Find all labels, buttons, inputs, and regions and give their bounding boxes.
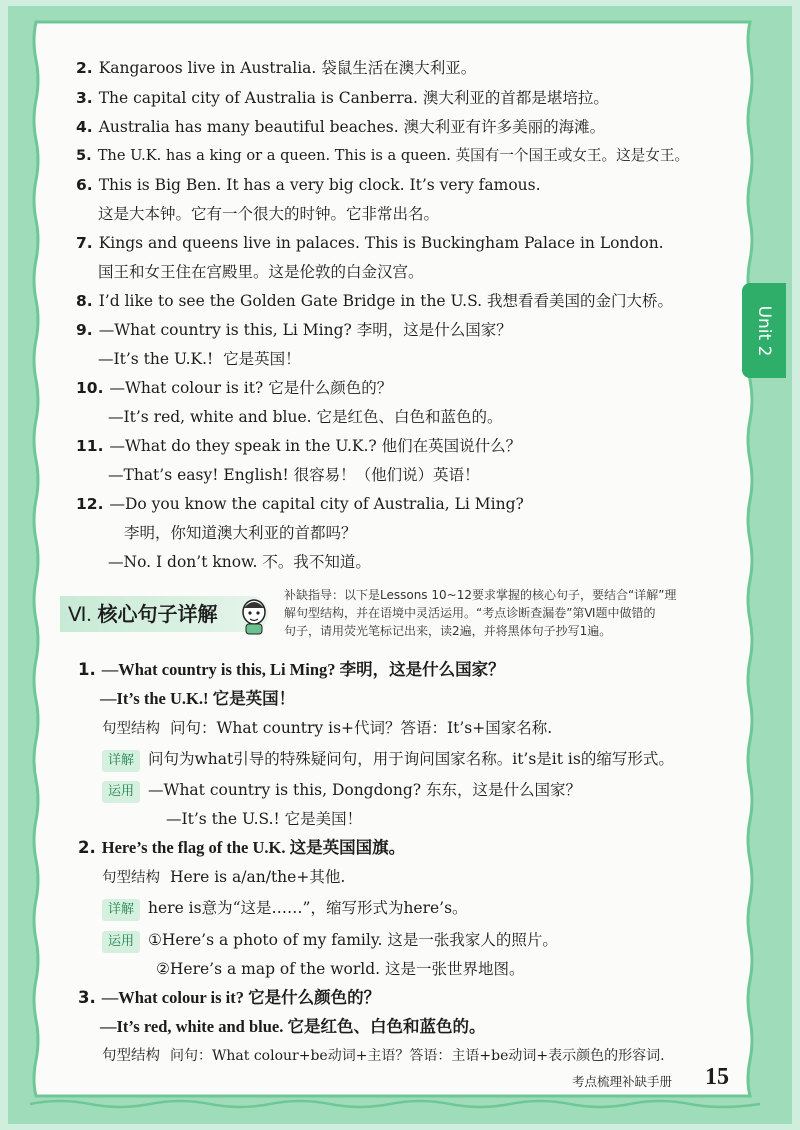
core-1-detail: 详解 问句为what引导的特殊疑问句，用于询问国家名称。it’s是it is的缩写形式。 bbox=[102, 749, 674, 772]
core-1-line2: —It’s the U.K.! 它是英国！ bbox=[100, 689, 296, 708]
section-title: Ⅵ. 核心句子详解 bbox=[60, 596, 268, 632]
book-title: 考点梳理补缺手册 bbox=[572, 1074, 673, 1089]
student-mascot-icon bbox=[236, 596, 272, 636]
core-3-structure: 句型结构 问句：What colour+be动词+主语？答语：主语+be动词+表示颜色的形容词. bbox=[102, 1048, 665, 1064]
core-2-use-2: ②Here’s a map of the world. 这是一张世界地图。 bbox=[156, 960, 525, 978]
core-1-use: 运用 —What country is this, Dongdong? 东东，这是什么国家？ bbox=[102, 780, 581, 803]
sentence-9-q: 9. —What country is this, Li Ming? 李明，这是什么国家？ bbox=[76, 321, 512, 339]
page-number: 15 bbox=[705, 1064, 729, 1090]
unit-tab[interactable] bbox=[742, 283, 786, 378]
sentence-11-a: —That’s easy! English! 很容易！（他们说）英语！ bbox=[108, 466, 480, 484]
core-1-structure: 句型结构 问句：What country is+代词？答语：It’s+国家名称. bbox=[102, 719, 553, 737]
sentence-11-q: 11. —What do they speak in the U.K.? 他们在英国说什么？ bbox=[76, 437, 522, 455]
sentence-3: 3. The capital city of Australia is Canberra. 澳大利亚的首都是堪培拉。 bbox=[76, 89, 609, 107]
core-2-detail: 详解 here is意为“这是……”，缩写形式为here’s。 bbox=[102, 898, 468, 921]
sentence-4: 4. Australia has many beautiful beaches. 澳大利亚有许多美丽的海滩。 bbox=[76, 118, 606, 136]
sentence-5: 5. The U.K. has a king or a queen. This is a queen. 英国有一个国王或女王。这是女王。 bbox=[76, 147, 690, 164]
core-1-line1: 1. —What country is this, Li Ming? 李明，这是什么国家？ bbox=[78, 660, 505, 679]
core-1-use-answer: —It’s the U.S.! 它是美国！ bbox=[166, 810, 363, 828]
sentence-10-q: 10. —What colour is it? 它是什么颜色的？ bbox=[76, 379, 393, 397]
core-2-use: 运用 ①Here’s a photo of my family. 这是一张我家人的照片。 bbox=[102, 930, 558, 953]
sentence-12-q: 12. —Do you know the capital city of Australia, Li Ming? bbox=[76, 495, 524, 513]
sentence-10-a: —It’s red, white and blue. 它是红色、白色和蓝色的。 bbox=[108, 408, 503, 426]
sentence-7: 7. Kings and queens live in palaces. This is Buckingham Palace in London. bbox=[76, 234, 664, 252]
sentence-9-a: —It’s the U.K.! 它是英国！ bbox=[98, 350, 301, 368]
sentence-6-zh: 这是大本钟。它有一个很大的时钟。它非常出名。 bbox=[98, 205, 440, 223]
core-2-structure: 句型结构 Here is a/an/the+其他. bbox=[102, 868, 346, 886]
tutoring-note: 补缺指导：以下是Lessons 10~12要求掌握的核心句子，要结合“详解”理 解句型结构，并在语境中灵活运用。“考点诊断查漏卷”第Ⅵ题中做错的 句子，请用荧光笔标记出来，读2遍，并将黑体句子抄写1遍。 bbox=[284, 588, 677, 638]
sentence-12-a: —No. I don’t know. 不。我不知道。 bbox=[108, 553, 371, 571]
unit-tab-label: Unit 2 bbox=[754, 305, 774, 356]
sentence-7-zh: 国王和女王住在宫殿里。这是伦敦的白金汉宫。 bbox=[98, 263, 424, 281]
sentence-2: 2. Kangaroos live in Australia. 袋鼠生活在澳大利亚。 bbox=[76, 59, 477, 77]
core-3-line1: 3. —What colour is it? 它是什么颜色的？ bbox=[78, 988, 381, 1007]
sentence-6: 6. This is Big Ben. It has a very big clock. It’s very famous. bbox=[76, 176, 541, 194]
core-3-line2: —It’s red, white and blue. 它是红色、白色和蓝色的。 bbox=[100, 1017, 486, 1036]
sentence-8: 8. I’d like to see the Golden Gate Bridge in the U.S. 我想看看美国的金门大桥。 bbox=[76, 292, 674, 310]
sentence-12-qzh: 李明，你知道澳大利亚的首都吗？ bbox=[124, 524, 357, 542]
core-2-line1: 2. Here’s the flag of the U.K. 这是英国国旗。 bbox=[78, 838, 406, 857]
